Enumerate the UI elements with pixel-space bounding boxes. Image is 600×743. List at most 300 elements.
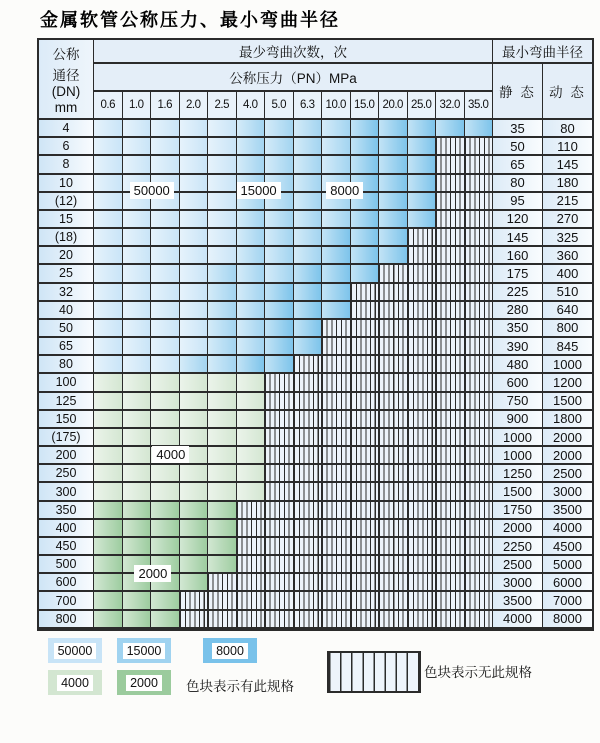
spec-cell xyxy=(237,483,266,501)
dn-cell: (12) xyxy=(39,193,94,211)
spec-cell xyxy=(180,302,209,320)
no-spec-cell xyxy=(436,465,465,483)
no-spec-cell xyxy=(265,502,294,520)
spec-cell xyxy=(237,229,266,247)
min-radius-header: 最小弯曲半径 xyxy=(493,40,592,64)
spec-cell xyxy=(123,429,152,447)
no-spec-cell xyxy=(408,465,437,483)
spec-cell xyxy=(379,156,408,174)
dn-cell: 50 xyxy=(39,320,94,338)
spec-cell xyxy=(436,120,465,138)
no-spec-cell xyxy=(379,538,408,556)
no-spec-cell xyxy=(436,229,465,247)
spec-cell xyxy=(94,502,123,520)
no-spec-cell xyxy=(436,338,465,356)
spec-cell xyxy=(208,211,237,229)
static-value: 2250 xyxy=(493,538,543,556)
page-title: 金属软管公称压力、最小弯曲半径 xyxy=(40,10,340,31)
dynamic-value: 2000 xyxy=(543,429,592,447)
spec-cell xyxy=(351,211,380,229)
pressure-header: 公称压力（PN）MPa xyxy=(94,64,493,92)
no-spec-cell xyxy=(379,465,408,483)
spec-cell xyxy=(208,393,237,411)
spec-cell xyxy=(94,284,123,302)
no-spec-cell xyxy=(379,338,408,356)
legend-swatch-label: 50000 xyxy=(54,643,97,659)
spec-cell xyxy=(322,120,351,138)
no-spec-cell xyxy=(237,502,266,520)
spec-cell xyxy=(180,411,209,429)
no-spec-cell xyxy=(465,556,494,574)
spec-cell xyxy=(294,120,323,138)
no-spec-cell xyxy=(408,447,437,465)
no-spec-cell xyxy=(436,411,465,429)
spec-cell xyxy=(123,247,152,265)
dn-cell: 40 xyxy=(39,302,94,320)
spec-cell xyxy=(123,320,152,338)
spec-cell xyxy=(180,465,209,483)
spec-cell xyxy=(294,338,323,356)
cycle-count-label: 2000 xyxy=(134,565,171,582)
spec-cell xyxy=(237,156,266,174)
no-spec-cell xyxy=(465,483,494,501)
no-spec-cell xyxy=(351,611,380,629)
no-spec-cell xyxy=(265,411,294,429)
spec-cell xyxy=(265,211,294,229)
spec-cell xyxy=(151,465,180,483)
no-spec-cell xyxy=(436,538,465,556)
dn-cell: 32 xyxy=(39,284,94,302)
spec-cell xyxy=(379,120,408,138)
spec-cell xyxy=(294,284,323,302)
spec-cell xyxy=(123,520,152,538)
spec-cell xyxy=(294,211,323,229)
no-spec-cell xyxy=(379,411,408,429)
spec-cell xyxy=(123,483,152,501)
spec-cell xyxy=(294,175,323,193)
dn-cell: 20 xyxy=(39,247,94,265)
no-spec-cell xyxy=(265,393,294,411)
static-value: 4000 xyxy=(493,611,543,629)
spec-cell xyxy=(237,320,266,338)
dn-cell: 15 xyxy=(39,211,94,229)
dn-header-line: 通径 xyxy=(52,67,80,83)
spec-cell xyxy=(123,302,152,320)
spec-cell xyxy=(151,483,180,501)
spec-cell xyxy=(123,156,152,174)
no-spec-cell xyxy=(379,320,408,338)
no-spec-cell xyxy=(265,611,294,629)
dn-cell: 25 xyxy=(39,265,94,283)
spec-cell xyxy=(151,284,180,302)
no-spec-cell xyxy=(265,483,294,501)
spec-cell xyxy=(180,138,209,156)
no-spec-cell xyxy=(379,265,408,283)
spec-cell xyxy=(94,338,123,356)
spec-cell xyxy=(265,338,294,356)
spec-cell xyxy=(180,156,209,174)
dn-header-line: mm xyxy=(54,99,78,115)
no-spec-cell xyxy=(322,447,351,465)
spec-cell xyxy=(180,120,209,138)
no-spec-cell xyxy=(322,502,351,520)
spec-cell xyxy=(208,520,237,538)
dynamic-value: 1800 xyxy=(543,411,592,429)
no-spec-cell xyxy=(408,284,437,302)
dn-cell: 800 xyxy=(39,611,94,629)
no-spec-cell xyxy=(436,320,465,338)
no-spec-cell xyxy=(180,611,209,629)
spec-cell xyxy=(151,592,180,610)
no-spec-cell xyxy=(436,447,465,465)
static-value: 2000 xyxy=(493,520,543,538)
no-spec-cell xyxy=(436,374,465,392)
no-spec-cell xyxy=(436,156,465,174)
no-spec-cell xyxy=(436,356,465,374)
no-spec-cell xyxy=(465,175,494,193)
spec-cell xyxy=(94,611,123,629)
spec-cell xyxy=(151,120,180,138)
static-value: 225 xyxy=(493,284,543,302)
spec-cell xyxy=(151,520,180,538)
no-spec-cell xyxy=(408,247,437,265)
no-spec-cell xyxy=(436,611,465,629)
spec-cell xyxy=(123,374,152,392)
no-spec-cell xyxy=(379,520,408,538)
no-spec-cell xyxy=(408,320,437,338)
spec-cell xyxy=(265,156,294,174)
pressure-tick: 4.0 xyxy=(237,92,266,120)
no-spec-cell xyxy=(294,611,323,629)
has-spec-note: 色块表示有此规格 xyxy=(186,679,294,694)
no-spec-cell xyxy=(408,374,437,392)
no-spec-cell xyxy=(408,556,437,574)
static-value: 280 xyxy=(493,302,543,320)
spec-cell xyxy=(180,193,209,211)
dn-header-line: (DN) xyxy=(51,84,81,100)
spec-cell xyxy=(379,193,408,211)
no-spec-cell xyxy=(408,411,437,429)
dn-header-line: 公称 xyxy=(52,47,80,63)
no-spec-cell xyxy=(265,429,294,447)
no-spec-cell xyxy=(265,538,294,556)
spec-cell xyxy=(180,247,209,265)
no-spec-cell xyxy=(465,338,494,356)
no-spec-cell xyxy=(465,374,494,392)
no-spec-cell xyxy=(294,538,323,556)
legend-swatch-label: 8000 xyxy=(212,643,248,659)
no-spec-cell xyxy=(436,211,465,229)
no-spec-cell xyxy=(408,592,437,610)
no-spec-cell xyxy=(408,302,437,320)
no-spec-cell xyxy=(351,483,380,501)
no-spec-cell xyxy=(465,138,494,156)
pressure-tick: 32.0 xyxy=(436,92,465,120)
spec-cell xyxy=(379,175,408,193)
dn-cell: 10 xyxy=(39,175,94,193)
spec-cell xyxy=(94,175,123,193)
spec-cell xyxy=(151,247,180,265)
dynamic-value: 1000 xyxy=(543,356,592,374)
spec-cell xyxy=(94,538,123,556)
dynamic-value: 4000 xyxy=(543,520,592,538)
spec-cell xyxy=(94,447,123,465)
no-spec-cell xyxy=(408,393,437,411)
cycle-count-label: 8000 xyxy=(326,182,363,199)
spec-cell xyxy=(151,374,180,392)
spec-cell xyxy=(180,538,209,556)
spec-cell xyxy=(94,393,123,411)
spec-cell xyxy=(180,356,209,374)
cycle-count-label: 4000 xyxy=(152,446,189,463)
spec-cell xyxy=(180,483,209,501)
dn-cell: 450 xyxy=(39,538,94,556)
cycle-count-label: 50000 xyxy=(130,182,174,199)
spec-cell xyxy=(408,120,437,138)
spec-cell xyxy=(123,284,152,302)
dynamic-value: 640 xyxy=(543,302,592,320)
pressure-tick: 2.0 xyxy=(180,92,209,120)
legend-swatch-label: 2000 xyxy=(126,675,162,691)
spec-cell xyxy=(94,411,123,429)
spec-cell xyxy=(208,556,237,574)
spec-cell xyxy=(294,320,323,338)
no-spec-cell xyxy=(408,574,437,592)
no-spec-cell xyxy=(294,556,323,574)
no-spec-cell xyxy=(265,592,294,610)
spec-cell xyxy=(180,320,209,338)
spec-cell xyxy=(265,120,294,138)
no-spec-cell xyxy=(322,411,351,429)
no-spec-cell xyxy=(351,592,380,610)
spec-cell xyxy=(208,429,237,447)
no-spec-cell xyxy=(351,447,380,465)
no-spec-cell xyxy=(294,502,323,520)
spec-cell xyxy=(94,374,123,392)
spec-cell xyxy=(294,265,323,283)
spec-cell xyxy=(94,520,123,538)
spec-cell xyxy=(151,411,180,429)
spec-cell xyxy=(351,138,380,156)
no-spec-cell xyxy=(408,356,437,374)
dynamic-value: 2000 xyxy=(543,447,592,465)
static-value: 160 xyxy=(493,247,543,265)
no-spec-cell xyxy=(322,574,351,592)
cycle-count-label: 15000 xyxy=(237,182,281,199)
spec-cell xyxy=(237,447,266,465)
no-spec-cell xyxy=(294,411,323,429)
no-spec-cell xyxy=(436,592,465,610)
spec-cell xyxy=(208,320,237,338)
no-spec-cell xyxy=(465,574,494,592)
no-spec-cell xyxy=(465,611,494,629)
static-value: 1750 xyxy=(493,502,543,520)
spec-cell xyxy=(237,338,266,356)
no-spec-hatch-swatch xyxy=(327,651,421,693)
no-spec-cell xyxy=(379,393,408,411)
spec-cell xyxy=(180,393,209,411)
no-spec-cell xyxy=(322,556,351,574)
pressure-tick: 25.0 xyxy=(408,92,437,120)
spec-cell xyxy=(180,338,209,356)
spec-cell xyxy=(208,247,237,265)
static-value: 1000 xyxy=(493,429,543,447)
no-spec-cell xyxy=(351,520,380,538)
spec-cell xyxy=(151,356,180,374)
no-spec-cell xyxy=(408,520,437,538)
no-spec-cell xyxy=(379,302,408,320)
pressure-tick: 35.0 xyxy=(465,92,494,120)
spec-cell xyxy=(208,120,237,138)
no-spec-cell xyxy=(294,465,323,483)
spec-cell xyxy=(94,229,123,247)
spec-cell xyxy=(94,574,123,592)
spec-cell xyxy=(237,284,266,302)
no-spec-cell xyxy=(379,556,408,574)
spec-cell xyxy=(123,393,152,411)
no-spec-cell xyxy=(465,429,494,447)
no-spec-cell xyxy=(465,502,494,520)
spec-cell xyxy=(94,193,123,211)
dynamic-value: 845 xyxy=(543,338,592,356)
dynamic-header: 动 态 xyxy=(543,64,592,120)
no-spec-cell xyxy=(294,574,323,592)
no-spec-cell xyxy=(465,284,494,302)
pressure-tick: 0.6 xyxy=(94,92,123,120)
no-spec-cell xyxy=(322,374,351,392)
no-spec-cell xyxy=(465,320,494,338)
no-spec-cell xyxy=(379,502,408,520)
pressure-tick: 20.0 xyxy=(379,92,408,120)
static-value: 390 xyxy=(493,338,543,356)
spec-cell xyxy=(151,320,180,338)
pressure-tick: 6.3 xyxy=(294,92,323,120)
spec-cell xyxy=(180,574,209,592)
no-spec-cell xyxy=(379,374,408,392)
static-value: 350 xyxy=(493,320,543,338)
no-spec-cell xyxy=(322,592,351,610)
dynamic-value: 1200 xyxy=(543,374,592,392)
spec-cell xyxy=(123,611,152,629)
spec-cell xyxy=(180,265,209,283)
no-spec-cell xyxy=(265,374,294,392)
no-spec-cell xyxy=(237,592,266,610)
pressure-tick: 10.0 xyxy=(322,92,351,120)
spec-cell xyxy=(151,338,180,356)
dn-cell: 65 xyxy=(39,338,94,356)
legend-swatch-50000 xyxy=(48,638,102,663)
spec-cell xyxy=(123,447,152,465)
pressure-tick: 2.5 xyxy=(208,92,237,120)
no-spec-cell xyxy=(465,538,494,556)
static-value: 120 xyxy=(493,211,543,229)
dn-cell: 150 xyxy=(39,411,94,429)
no-spec-cell xyxy=(351,429,380,447)
spec-cell xyxy=(180,502,209,520)
no-spec-cell xyxy=(436,429,465,447)
spec-cell xyxy=(208,538,237,556)
no-spec-cell xyxy=(408,611,437,629)
spec-cell xyxy=(322,156,351,174)
spec-cell xyxy=(94,320,123,338)
no-spec-cell xyxy=(322,429,351,447)
no-spec-cell xyxy=(436,265,465,283)
spec-cell xyxy=(265,229,294,247)
dn-cell: 350 xyxy=(39,502,94,520)
no-spec-cell xyxy=(265,465,294,483)
spec-cell xyxy=(265,247,294,265)
dynamic-value: 145 xyxy=(543,156,592,174)
no-spec-cell xyxy=(465,265,494,283)
bend-cycles-header: 最少弯曲次数，次 xyxy=(94,40,493,64)
spec-cell xyxy=(265,356,294,374)
dn-header-cell xyxy=(39,40,94,120)
no-spec-cell xyxy=(465,393,494,411)
static-value: 1500 xyxy=(493,483,543,501)
spec-cell xyxy=(94,356,123,374)
static-value: 1000 xyxy=(493,447,543,465)
static-value: 600 xyxy=(493,374,543,392)
dn-cell: 6 xyxy=(39,138,94,156)
spec-cell xyxy=(208,265,237,283)
no-spec-cell xyxy=(379,284,408,302)
no-spec-cell xyxy=(408,538,437,556)
spec-cell xyxy=(123,465,152,483)
no-spec-cell xyxy=(408,338,437,356)
spec-cell xyxy=(237,411,266,429)
dynamic-value: 1500 xyxy=(543,393,592,411)
dn-cell: 500 xyxy=(39,556,94,574)
no-spec-cell xyxy=(351,284,380,302)
no-spec-cell xyxy=(465,356,494,374)
spec-cell xyxy=(351,265,380,283)
spec-cell xyxy=(180,520,209,538)
spec-cell xyxy=(208,338,237,356)
dynamic-value: 6000 xyxy=(543,574,592,592)
spec-cell xyxy=(265,265,294,283)
static-value: 50 xyxy=(493,138,543,156)
spec-cell xyxy=(208,483,237,501)
spec-cell xyxy=(294,193,323,211)
spec-cell xyxy=(123,265,152,283)
spec-cell xyxy=(94,211,123,229)
pressure-tick: 1.6 xyxy=(151,92,180,120)
no-spec-cell xyxy=(379,356,408,374)
dynamic-value: 8000 xyxy=(543,611,592,629)
no-spec-cell xyxy=(465,247,494,265)
spec-cell xyxy=(208,502,237,520)
spec-cell xyxy=(208,193,237,211)
static-value: 3500 xyxy=(493,592,543,610)
spec-cell xyxy=(237,465,266,483)
no-spec-cell xyxy=(465,465,494,483)
pressure-bend-table xyxy=(37,38,594,631)
no-spec-cell xyxy=(379,483,408,501)
no-spec-cell xyxy=(436,175,465,193)
spec-cell xyxy=(379,229,408,247)
spec-cell xyxy=(151,611,180,629)
spec-cell xyxy=(237,211,266,229)
no-spec-cell xyxy=(465,211,494,229)
no-spec-cell xyxy=(465,447,494,465)
no-spec-cell xyxy=(351,574,380,592)
spec-cell xyxy=(351,120,380,138)
no-spec-cell xyxy=(351,374,380,392)
no-spec-cell xyxy=(408,429,437,447)
spec-cell xyxy=(123,120,152,138)
static-value: 1250 xyxy=(493,465,543,483)
spec-cell xyxy=(94,556,123,574)
